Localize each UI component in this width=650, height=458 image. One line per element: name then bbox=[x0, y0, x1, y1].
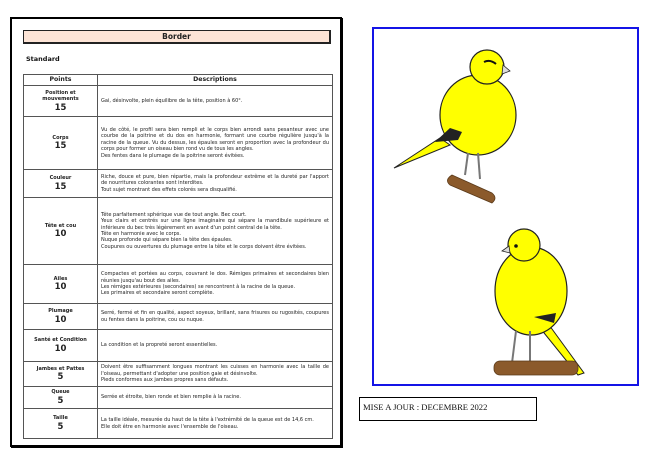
canary-side-view-image bbox=[380, 35, 540, 205]
description-cell bbox=[98, 86, 333, 117]
criterion-cell bbox=[24, 265, 98, 304]
criterion-name: Plumage bbox=[48, 308, 73, 315]
criterion-cell bbox=[24, 86, 98, 117]
criterion-points: 15 bbox=[54, 181, 67, 192]
criterion-name: Taille bbox=[53, 415, 68, 422]
canary-front-view-image bbox=[474, 213, 634, 383]
description-cell bbox=[98, 330, 333, 362]
standard-document bbox=[10, 17, 342, 447]
description-line: Vu de côté, le profil sera bien rempli et le corps bien arrondi sans pesanteur avec une courbe de la poitrine et du dos en harmonie, formant une courbe régulière jusqu'à la racine de la queue. Vu du dessus, les épaules seront en proportion avec la profondeur du corps pour former un oiseau bien rond vu de tous les angles. bbox=[101, 126, 329, 153]
criterion-points: 5 bbox=[57, 421, 64, 432]
criterion-cell bbox=[24, 409, 98, 439]
criterion-name: Queue bbox=[51, 389, 70, 396]
description-line: Riche, douce et pure, bien répartie, mais la profondeur extrême et la dureté par l'apport de nourritures colorantes sont interdites. bbox=[101, 173, 329, 187]
description-line: Tête parfaitement sphérique vue de tout angle. Bec court. bbox=[101, 211, 247, 218]
description-cell bbox=[98, 409, 333, 439]
table-row bbox=[24, 362, 333, 387]
description-line: Les rémiges extérieures (secondaires) se rencontrent à la racine de la queue. bbox=[101, 284, 296, 290]
description-line: Yeux clairs et centrés sur une ligne imaginaire qui sépare la mandibule supérieure et inférieure du bec très légèrement en avant d'un point central de la tête. bbox=[101, 218, 329, 231]
criterion-points: 10 bbox=[54, 343, 67, 354]
criterion-name: Tête et cou bbox=[44, 222, 77, 229]
description-cell bbox=[98, 170, 333, 198]
table-row bbox=[24, 330, 333, 362]
description-line: Elle doit être en harmonie avec l'ensemble de l'oiseau. bbox=[101, 423, 239, 430]
criterion-cell bbox=[24, 330, 98, 362]
description-line: Pieds conformes aux jambes propres sans défauts. bbox=[101, 377, 229, 384]
criterion-name: Corps bbox=[52, 134, 69, 141]
description-line: Les primaires et secondaire seront complète. bbox=[101, 290, 214, 297]
criterion-cell bbox=[24, 198, 98, 265]
standard-table bbox=[23, 74, 333, 439]
description-line: Gai, désinvolte, plein équilibre de la tête, position à 60°. bbox=[101, 97, 243, 104]
update-note: MISE A JOUR : DECEMBRE 2022 bbox=[359, 397, 537, 421]
criterion-cell bbox=[24, 304, 98, 330]
description-line: Des fentes dans le plumage de la poitrine seront évitées. bbox=[101, 152, 245, 159]
table-row bbox=[24, 409, 333, 439]
criterion-name: Ailes bbox=[53, 275, 68, 282]
criterion-cell bbox=[24, 117, 98, 170]
criterion-points: 5 bbox=[57, 372, 64, 383]
canary-illustrations bbox=[372, 27, 639, 386]
table-row bbox=[24, 198, 333, 265]
table-row bbox=[24, 170, 333, 198]
description-cell bbox=[98, 265, 333, 304]
description-line: Tout sujet montrant des effets colorés sera disqualifié. bbox=[101, 186, 237, 193]
description-cell bbox=[98, 117, 333, 170]
header-points: Points bbox=[24, 75, 98, 86]
document-subtitle: Standard bbox=[26, 55, 60, 63]
table-row bbox=[24, 265, 333, 304]
criterion-points: 15 bbox=[54, 141, 67, 152]
criterion-points: 10 bbox=[54, 282, 67, 293]
table-row bbox=[24, 86, 333, 117]
description-cell bbox=[98, 304, 333, 330]
description-line: Doivent être suffisamment longues montrant les cuisses en harmonie avec la taille de l'oiseau, permettant d'adopter une position gaie et désinvolte. bbox=[101, 364, 329, 377]
criterion-name: Position et mouvements bbox=[42, 89, 79, 102]
description-line: Compactes et portées au corps, couvrant le dos. Rémiges primaires et secondaires bien réunies jusqu'au bout des ailes. bbox=[101, 271, 329, 284]
description-cell bbox=[98, 362, 333, 387]
criterion-points: 10 bbox=[54, 229, 67, 240]
description-line: Coupures ou ouvertures du plumage entre la tête et le corps doivent être évitées. bbox=[101, 243, 307, 250]
document-title: Border bbox=[23, 30, 331, 44]
header-descriptions: Descriptions bbox=[98, 75, 333, 86]
table-header-row bbox=[24, 75, 333, 86]
criterion-points: 15 bbox=[54, 102, 67, 113]
description-line: La condition et la propreté seront essentielles. bbox=[101, 342, 218, 349]
criterion-points: 5 bbox=[57, 395, 64, 406]
description-line: Serrée et étroite, bien ronde et bien remplie à la racine. bbox=[101, 394, 241, 401]
description-line: Tête en harmonie avec le corps. bbox=[101, 231, 181, 237]
table-row bbox=[24, 304, 333, 330]
criterion-cell bbox=[24, 170, 98, 198]
table-row bbox=[24, 117, 333, 170]
description-line: Nuque profonde qui sépare bien la tête des épaules. bbox=[101, 237, 233, 244]
description-line: La taille idéale, mesurée du haut de la tête à l'extrémité de la queue est de 14,6 cm. bbox=[101, 417, 314, 424]
criterion-name: Santé et Condition bbox=[34, 337, 87, 344]
description-cell bbox=[98, 198, 333, 265]
table-row bbox=[24, 387, 333, 409]
criterion-points: 10 bbox=[54, 314, 67, 325]
criterion-cell bbox=[24, 362, 98, 387]
description-cell bbox=[98, 387, 333, 409]
criterion-name: Couleur bbox=[49, 175, 72, 182]
description-line: Serré, fermé et fin en qualité, aspect soyeux, brillant, sans frisures ou rugosités, coupures ou fentes dans la poitrine, cou ou nuque. bbox=[101, 310, 329, 323]
criterion-cell bbox=[24, 387, 98, 409]
criterion-name: Jambes et Pattes bbox=[36, 365, 85, 372]
